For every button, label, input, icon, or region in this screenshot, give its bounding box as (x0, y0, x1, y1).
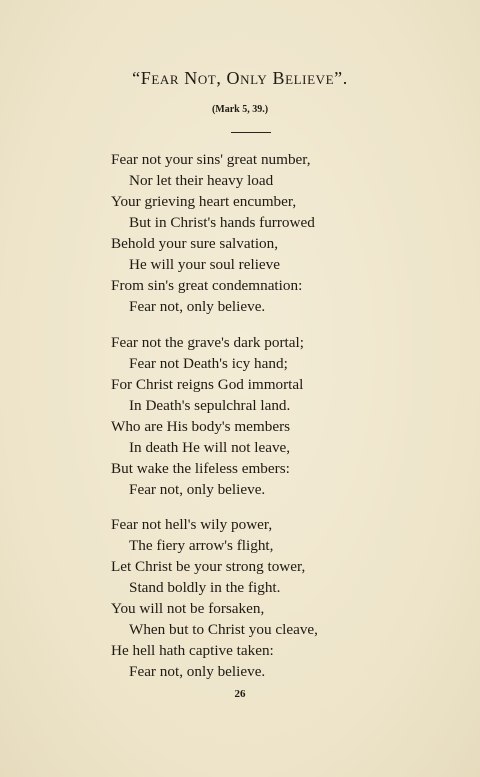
poem-line: He hell hath captive taken: (111, 642, 274, 659)
poem-line: But in Christ's hands furrowed (129, 214, 315, 231)
poem-line: Fear not the grave's dark portal; (111, 334, 304, 351)
poem-title (0, 68, 480, 89)
poem-line: Let Christ be your strong tower, (111, 558, 306, 575)
poem-line: But wake the lifeless embers: (111, 460, 290, 477)
poem-line: He will your soul relieve (129, 256, 280, 273)
poem-line: Stand boldly in the fight. (129, 579, 281, 596)
poem-line: For Christ reigns God immortal (111, 376, 304, 393)
poem-line: Behold your sure salvation, (111, 235, 279, 252)
poem-line: When but to Christ you cleave, (129, 621, 318, 638)
poem-line: Who are His body's members (111, 418, 291, 435)
poem-line: Fear not your sins' great number, (111, 151, 311, 168)
poem-title-text: “Fear Not, Only Believe”. (132, 68, 348, 88)
poem-line: Fear not, only believe. (129, 298, 266, 315)
poem-line: Fear not hell's wily power, (111, 516, 273, 533)
poem-line: In death He will not leave, (129, 439, 291, 456)
poem-line: Your grieving heart encumber, (111, 193, 297, 210)
poem-line: From sin's great condemnation: (111, 277, 303, 294)
poem-line: In Death's sepulchral land. (129, 397, 291, 414)
scripture-reference: (Mark 5, 39.) (211, 104, 269, 115)
page-number: 26 (234, 688, 246, 700)
poem-line: Fear not, only believe. (129, 481, 266, 498)
poem-line: Fear not Death's icy hand; (129, 355, 288, 372)
poem-line: Fear not, only believe. (129, 663, 266, 680)
poem-line: Nor let their heavy load (129, 172, 274, 189)
title-divider (231, 132, 271, 133)
poem-line: The fiery arrow's flight, (129, 537, 274, 554)
poem-line: You will not be forsaken, (111, 600, 265, 617)
